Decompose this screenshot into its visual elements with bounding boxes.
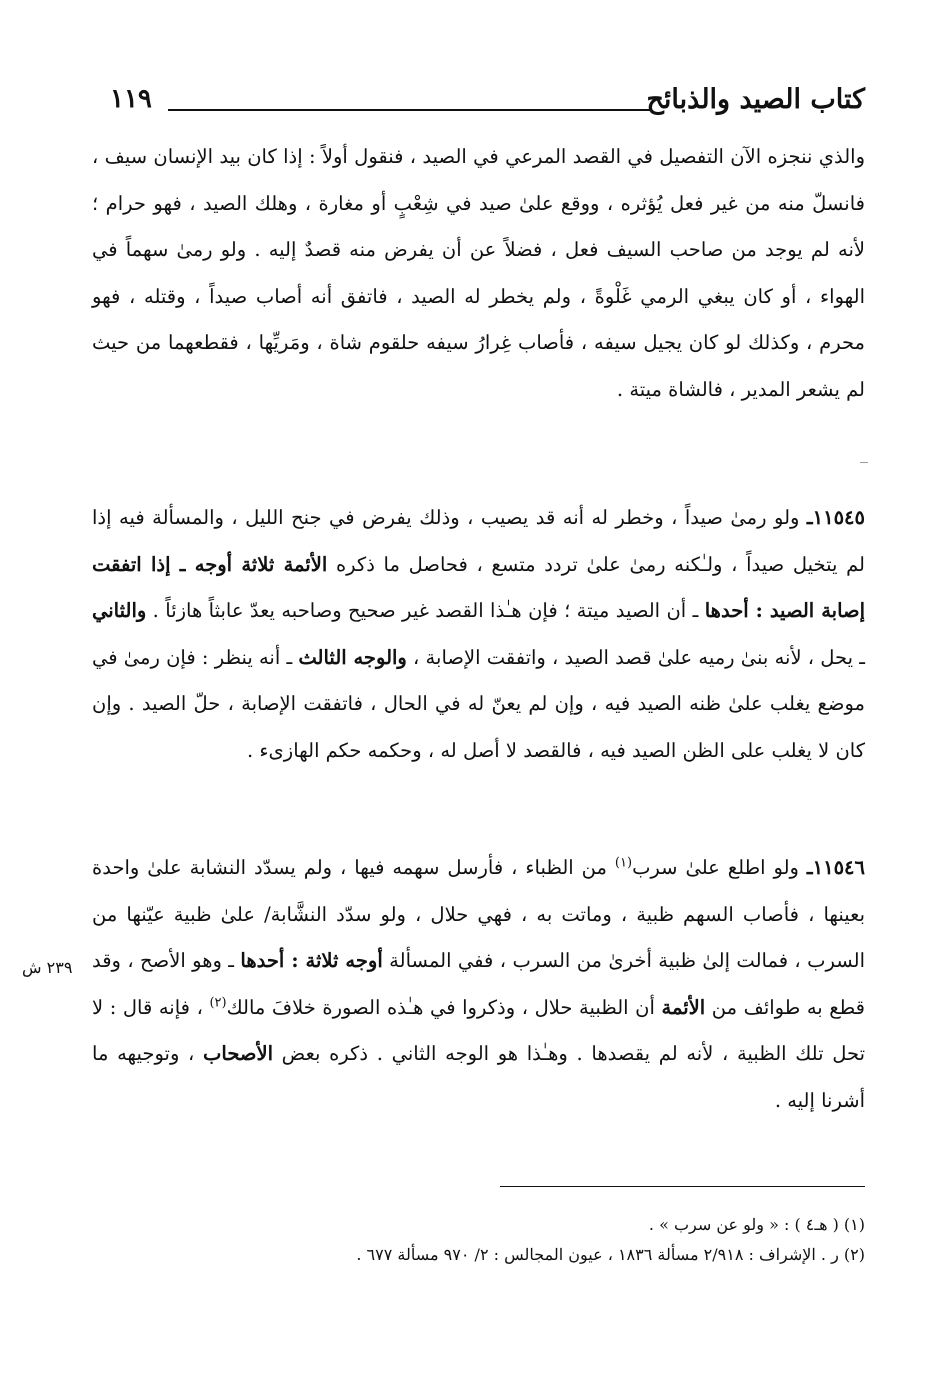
paragraph-text [92,845,865,1124]
paragraph-intro [92,134,865,413]
text-run: أن الظبية حلال ، وذكروا في هـٰذه الصورة خلافَ مالك [226,995,662,1019]
text-run: ـ يحل ، لأنه بنىٰ رميه علىٰ قصد الصيد ، واتفقت الإصابة ، [406,645,866,669]
text-run: ولو اطلع علىٰ سرب [632,856,807,879]
bold-run: الأصحاب [203,1042,273,1065]
text-run: من الظباء ، فأرسل سهمه فيها ، ولم يسدّد النشابة علىٰ واحدة بعينها ، فأصاب السهم ظبية ، وماتت به ، فهي حلال ، ولو سدّد النشَّابة/ علىٰ ظبية عيّنها من السرب ، فمالت إلىٰ ظبية أخرىٰ من السرب ، ففي المسألة [92,856,865,972]
paragraph-text [92,495,865,774]
footnote-ref-2[interactable]: (٢) [209,995,227,1010]
text-run: ـ وهو الأصح ، وقد قطع به طوائف من [92,949,865,1019]
bold-run: والثاني [92,599,147,622]
text-run: ولو رمىٰ صيداً ، وخطر له أنه قد يصيب ، وذلك يفرض في جنح الليل ، والمسألة فيه إذا لم يتخيل صيداً ، ولـٰكنه رمىٰ علىٰ تردد متسع ، فحاصل ما ذكره [92,506,865,576]
footnote-2: (٢) ر . الإشراف : ٢/٩١٨ مسألة ١٨٣٦ ، عيون المجالس : ٢/ ٩٧٠ مسألة ٦٧٧ . [356,1245,865,1264]
paragraph-text: والذي ننجزه الآن التفصيل في القصد المرعي في الصيد ، فنقول أولاً : إذا كان بيد الإنسان سيف ، فانسلّ منه من غير فعل يُؤثره ، ووقع علىٰ صيد في شِعْبٍ أو مغارة ، وهلك الصيد ، فهو حرام ؛ لأنه لم يوجد من صاحب السيف فعل ، فضلاً عن أن يفرض منه قصدٌ إليه . ولو رمىٰ سهماً في الهواء ، أو كان يبغي الرمي غَلْوةً ، ولم يخطر له الصيد ، فاتفق أنه أصاب صيداً ، وقتله ، فهو محرم ، وكذلك لو كان يجيل سيفه ، فأصاب غِرارُ سيفه حلقوم شاة ، ومَريِّها ، فقطعهما من حيث لم يشعر المدير ، فالشاة ميتة . [92,145,865,401]
footnote-1: (١) ( هـ٤ ) : « ولو عن سرب » . [648,1215,865,1234]
text-run: ، وتوجيهه ما أشرنا إليه . [92,1042,865,1112]
footnotes [180,1210,865,1270]
print-mark [860,462,868,463]
bold-run: والوجه الثالث [298,645,407,669]
page-number: ١١٩ [110,84,152,114]
footnote-ref-1[interactable]: (١) [614,855,633,871]
bold-run: الأئمة [661,995,706,1019]
paragraph-11546 [92,845,865,1124]
bold-run: الأئمة ثلاثة أوجه ـ إذا اتفقت إصابة الصيد : أحدها [92,552,865,622]
text-run: ، فإنه قال : لا تحل تلك الظبية ، لأنه لم يقصدها . وهـٰذا هو الوجه الثاني . ذكره بعض [92,995,866,1065]
paragraph-11545 [92,495,865,774]
running-title: كتاب الصيد والذبائح [646,84,865,115]
text-run: ـ أنه ينظر : فإن رمىٰ في موضع يغلب علىٰ ظنه الصيد فيه ، وإن لم يعنّ له في الحال ، فاتفقت الإصابة ، حلّ الصيد . وإن كان لا يغلب على الظن الصيد فيه ، فالقصد لا أصل له ، وحكمه حكم الهازىء . [92,645,865,762]
paragraph-number: ١١٥٤٥ـ [806,506,865,529]
bold-run: أوجه ثلاثة : أحدها [240,949,383,972]
page-header [110,78,865,128]
manuscript-folio-note: ٢٣٩ ش [22,958,73,977]
header-rule [168,109,652,111]
text-run: ـ أن الصيد ميتة ؛ فإن هـٰذا القصد غير صحيح وصاحبه يعدّ عابثاً هازئاً . [146,599,705,622]
footnote-separator [500,1186,865,1187]
paragraph-number: ١١٥٤٦ـ [806,856,865,879]
